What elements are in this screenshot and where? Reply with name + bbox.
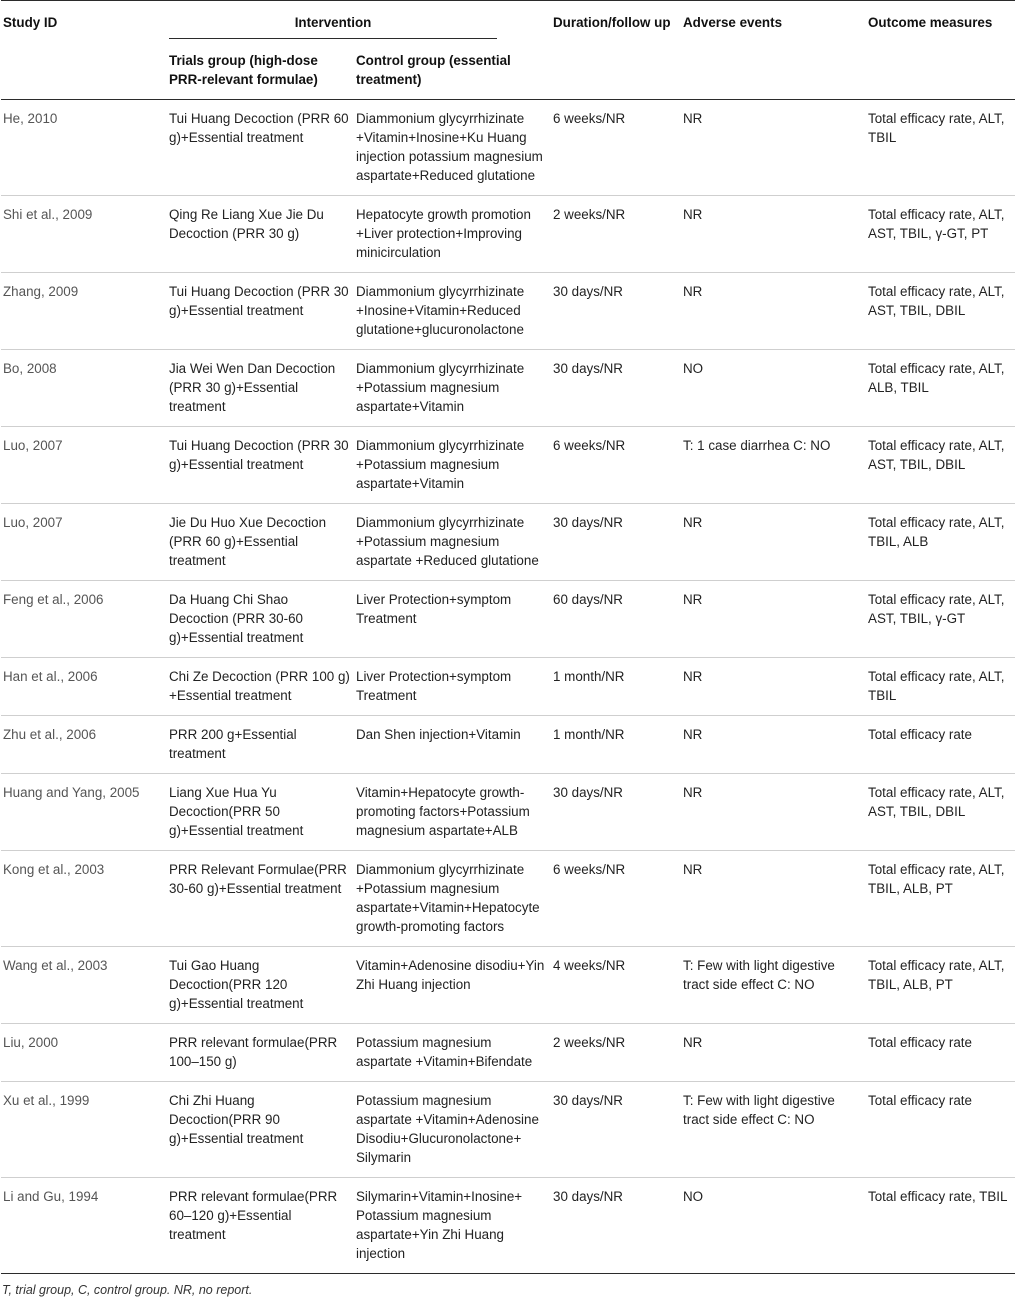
cell-control-group: Diammonium glycyrrhizinate +Inosine+Vitamin+Reduced glutatione+glucuronolactone: [356, 284, 525, 337]
cell-outcome-measures: Total efficacy rate: [868, 727, 972, 742]
table-row: [1, 851, 1015, 947]
header-blank-2: [551, 45, 681, 100]
cell-duration: 30 days/NR: [553, 361, 623, 376]
cell-outcome-measures: Total efficacy rate, ALT, TBIL, ALB, PT: [868, 862, 1005, 896]
cell-control-group: Diammonium glycyrrhizinate +Potassium magnesium aspartate+Vitamin: [356, 438, 525, 491]
cell-study-id: Zhu et al., 2006: [3, 727, 97, 742]
cell-study-id: Liu, 2000: [3, 1035, 59, 1050]
cell-trials-group: Tui Huang Decoction (PRR 60 g)+Essential treatment: [169, 111, 349, 145]
cell-control-group: Silymarin+Vitamin+Inosine+ Potassium magnesium aspartate+Yin Zhi Huang injection: [356, 1189, 523, 1261]
cell-outcome-measures: Total efficacy rate: [868, 1093, 972, 1108]
cell-control-group: Diammonium glycyrrhizinate +Potassium magnesium aspartate +Reduced glutatione: [356, 515, 539, 568]
cell-control-group: Hepatocyte growth promotion +Liver protection+Improving minicirculation: [356, 207, 531, 260]
cell-outcome-measures: Total efficacy rate, TBIL: [868, 1189, 1008, 1204]
cell-adverse-events: T: Few with light digestive tract side effect C: NO: [683, 1093, 835, 1127]
header-control-group: Control group (essential treatment): [356, 53, 511, 87]
cell-control-group: Vitamin+Hepatocyte growth-promoting factors+Potassium magnesium aspartate+ALB: [356, 785, 530, 838]
header-blank-3: [681, 45, 866, 100]
cell-control-group: Liver Protection+symptom Treatment: [356, 592, 512, 626]
cell-adverse-events: NR: [683, 727, 703, 742]
cell-control-group: Liver Protection+symptom Treatment: [356, 669, 512, 703]
cell-trials-group: Tui Huang Decoction (PRR 30 g)+Essential treatment: [169, 438, 349, 472]
cell-outcome-measures: Total efficacy rate, ALT, AST, TBIL, DBIL: [868, 438, 1005, 472]
cell-adverse-events: NR: [683, 111, 703, 126]
table-row: [1, 581, 1015, 658]
cell-study-id: Feng et al., 2006: [3, 592, 104, 607]
table-row: [1, 504, 1015, 581]
cell-control-group: Potassium magnesium aspartate +Vitamin+Adenosine Disodiu+Glucuronolactone+ Silymarin: [356, 1093, 539, 1165]
cell-trials-group: Jia Wei Wen Dan Decoction (PRR 30 g)+Essential treatment: [169, 361, 336, 414]
header-study-id: Study ID: [3, 15, 58, 30]
header-duration: Duration/follow up: [553, 15, 671, 30]
header-intervention: [167, 1, 551, 46]
table-row: [1, 196, 1015, 273]
cell-study-id: He, 2010: [3, 111, 58, 126]
cell-trials-group: PRR 200 g+Essential treatment: [169, 727, 297, 761]
cell-trials-group: Chi Ze Decoction (PRR 100 g) +Essential treatment: [169, 669, 350, 703]
cell-study-id: Huang and Yang, 2005: [3, 785, 140, 800]
cell-control-group: Diammonium glycyrrhizinate +Vitamin+Inosine+Ku Huang injection potassium magnesium aspartate+Reduced glutatione: [356, 111, 543, 183]
cell-adverse-events: NR: [683, 207, 703, 222]
cell-trials-group: PRR Relevant Formulae(PRR 30-60 g)+Essential treatment: [169, 862, 347, 896]
studies-table: [1, 0, 1015, 1274]
cell-duration: 4 weeks/NR: [553, 958, 626, 973]
cell-duration: 60 days/NR: [553, 592, 623, 607]
cell-duration: 30 days/NR: [553, 785, 623, 800]
cell-outcome-measures: Total efficacy rate: [868, 1035, 972, 1050]
table-row: [1, 947, 1015, 1024]
table-row: [1, 350, 1015, 427]
cell-study-id: Li and Gu, 1994: [3, 1189, 99, 1204]
table-row: [1, 427, 1015, 504]
cell-adverse-events: T: 1 case diarrhea C: NO: [683, 438, 831, 453]
cell-control-group: Dan Shen injection+Vitamin: [356, 727, 521, 742]
cell-trials-group: Chi Zhi Huang Decoction(PRR 90 g)+Essential treatment: [169, 1093, 304, 1146]
cell-outcome-measures: Total efficacy rate, ALT, AST, TBIL, γ-GT: [868, 592, 1005, 626]
cell-control-group: Potassium magnesium aspartate +Vitamin+Bifendate: [356, 1035, 533, 1069]
cell-study-id: Xu et al., 1999: [3, 1093, 90, 1108]
cell-outcome-measures: Total efficacy rate, ALT, AST, TBIL, DBIL: [868, 785, 1005, 819]
cell-outcome-measures: Total efficacy rate, ALT, AST, TBIL, γ-GT, PT: [868, 207, 1005, 241]
cell-outcome-measures: Total efficacy rate, ALT, ALB, TBIL: [868, 361, 1005, 395]
cell-trials-group: PRR relevant formulae(PRR 60–120 g)+Essential treatment: [169, 1189, 338, 1242]
cell-duration: 2 weeks/NR: [553, 207, 626, 222]
cell-control-group: Diammonium glycyrrhizinate +Potassium magnesium aspartate+Vitamin: [356, 361, 525, 414]
cell-study-id: Bo, 2008: [3, 361, 57, 376]
table-body: [1, 100, 1015, 1274]
cell-duration: 6 weeks/NR: [553, 111, 626, 126]
cell-study-id: Wang et al., 2003: [3, 958, 108, 973]
cell-trials-group: Jie Du Huo Xue Decoction (PRR 60 g)+Essential treatment: [169, 515, 327, 568]
cell-trials-group: PRR relevant formulae(PRR 100–150 g): [169, 1035, 338, 1069]
cell-study-id: Shi et al., 2009: [3, 207, 93, 222]
table-row: [1, 774, 1015, 851]
cell-study-id: Han et al., 2006: [3, 669, 98, 684]
cell-study-id: Luo, 2007: [3, 438, 63, 453]
cell-outcome-measures: Total efficacy rate, ALT, AST, TBIL, DBIL: [868, 284, 1005, 318]
cell-adverse-events: NR: [683, 592, 703, 607]
cell-adverse-events: NR: [683, 785, 703, 800]
table-row: [1, 100, 1015, 196]
cell-trials-group: Tui Huang Decoction (PRR 30 g)+Essential treatment: [169, 284, 349, 318]
cell-duration: 2 weeks/NR: [553, 1035, 626, 1050]
cell-adverse-events: NR: [683, 515, 703, 530]
table-row: [1, 1082, 1015, 1178]
header-blank-4: [866, 45, 1015, 100]
cell-trials-group: Da Huang Chi Shao Decoction (PRR 30-60 g)+Essential treatment: [169, 592, 304, 645]
table-row: [1, 1178, 1015, 1274]
cell-adverse-events: NR: [683, 862, 703, 877]
table-row: [1, 273, 1015, 350]
table-header: [1, 1, 1015, 100]
cell-duration: 1 month/NR: [553, 669, 625, 684]
cell-outcome-measures: Total efficacy rate, ALT, TBIL, ALB: [868, 515, 1005, 549]
table-row: [1, 716, 1015, 774]
cell-study-id: Zhang, 2009: [3, 284, 79, 299]
header-outcome-measures: Outcome measures: [868, 15, 993, 30]
cell-duration: 6 weeks/NR: [553, 438, 626, 453]
cell-duration: 30 days/NR: [553, 284, 623, 299]
header-intervention-label: Intervention: [169, 13, 497, 39]
cell-control-group: Vitamin+Adenosine disodiu+Yin Zhi Huang injection: [356, 958, 545, 992]
cell-study-id: Luo, 2007: [3, 515, 63, 530]
table-row: [1, 658, 1015, 716]
header-trials-group: Trials group (high-dose PRR-relevant formulae): [169, 53, 318, 87]
cell-duration: 6 weeks/NR: [553, 862, 626, 877]
header-blank-1: [1, 45, 167, 100]
header-adverse-events: Adverse events: [683, 15, 783, 30]
cell-control-group: Diammonium glycyrrhizinate +Potassium magnesium aspartate+Vitamin+Hepatocyte growth-promoting factors: [356, 862, 540, 934]
cell-adverse-events: NO: [683, 1189, 704, 1204]
cell-trials-group: Qing Re Liang Xue Jie Du Decoction (PRR 30 g): [169, 207, 324, 241]
cell-duration: 30 days/NR: [553, 1189, 623, 1204]
cell-trials-group: Liang Xue Hua Yu Decoction(PRR 50 g)+Essential treatment: [169, 785, 304, 838]
cell-adverse-events: NR: [683, 669, 703, 684]
cell-trials-group: Tui Gao Huang Decoction(PRR 120 g)+Essential treatment: [169, 958, 304, 1011]
table-row: [1, 1024, 1015, 1082]
cell-outcome-measures: Total efficacy rate, ALT, TBIL: [868, 669, 1005, 703]
cell-adverse-events: NO: [683, 361, 704, 376]
cell-study-id: Kong et al., 2003: [3, 862, 105, 877]
cell-duration: 30 days/NR: [553, 1093, 623, 1108]
cell-duration: 1 month/NR: [553, 727, 625, 742]
cell-duration: 30 days/NR: [553, 515, 623, 530]
cell-outcome-measures: Total efficacy rate, ALT, TBIL, ALB, PT: [868, 958, 1005, 992]
cell-outcome-measures: Total efficacy rate, ALT, TBIL: [868, 111, 1005, 145]
table-footnote: T, trial group, C, control group. NR, no report.: [2, 1283, 253, 1297]
cell-adverse-events: NR: [683, 1035, 703, 1050]
cell-adverse-events: NR: [683, 284, 703, 299]
cell-adverse-events: T: Few with light digestive tract side effect C: NO: [683, 958, 835, 992]
